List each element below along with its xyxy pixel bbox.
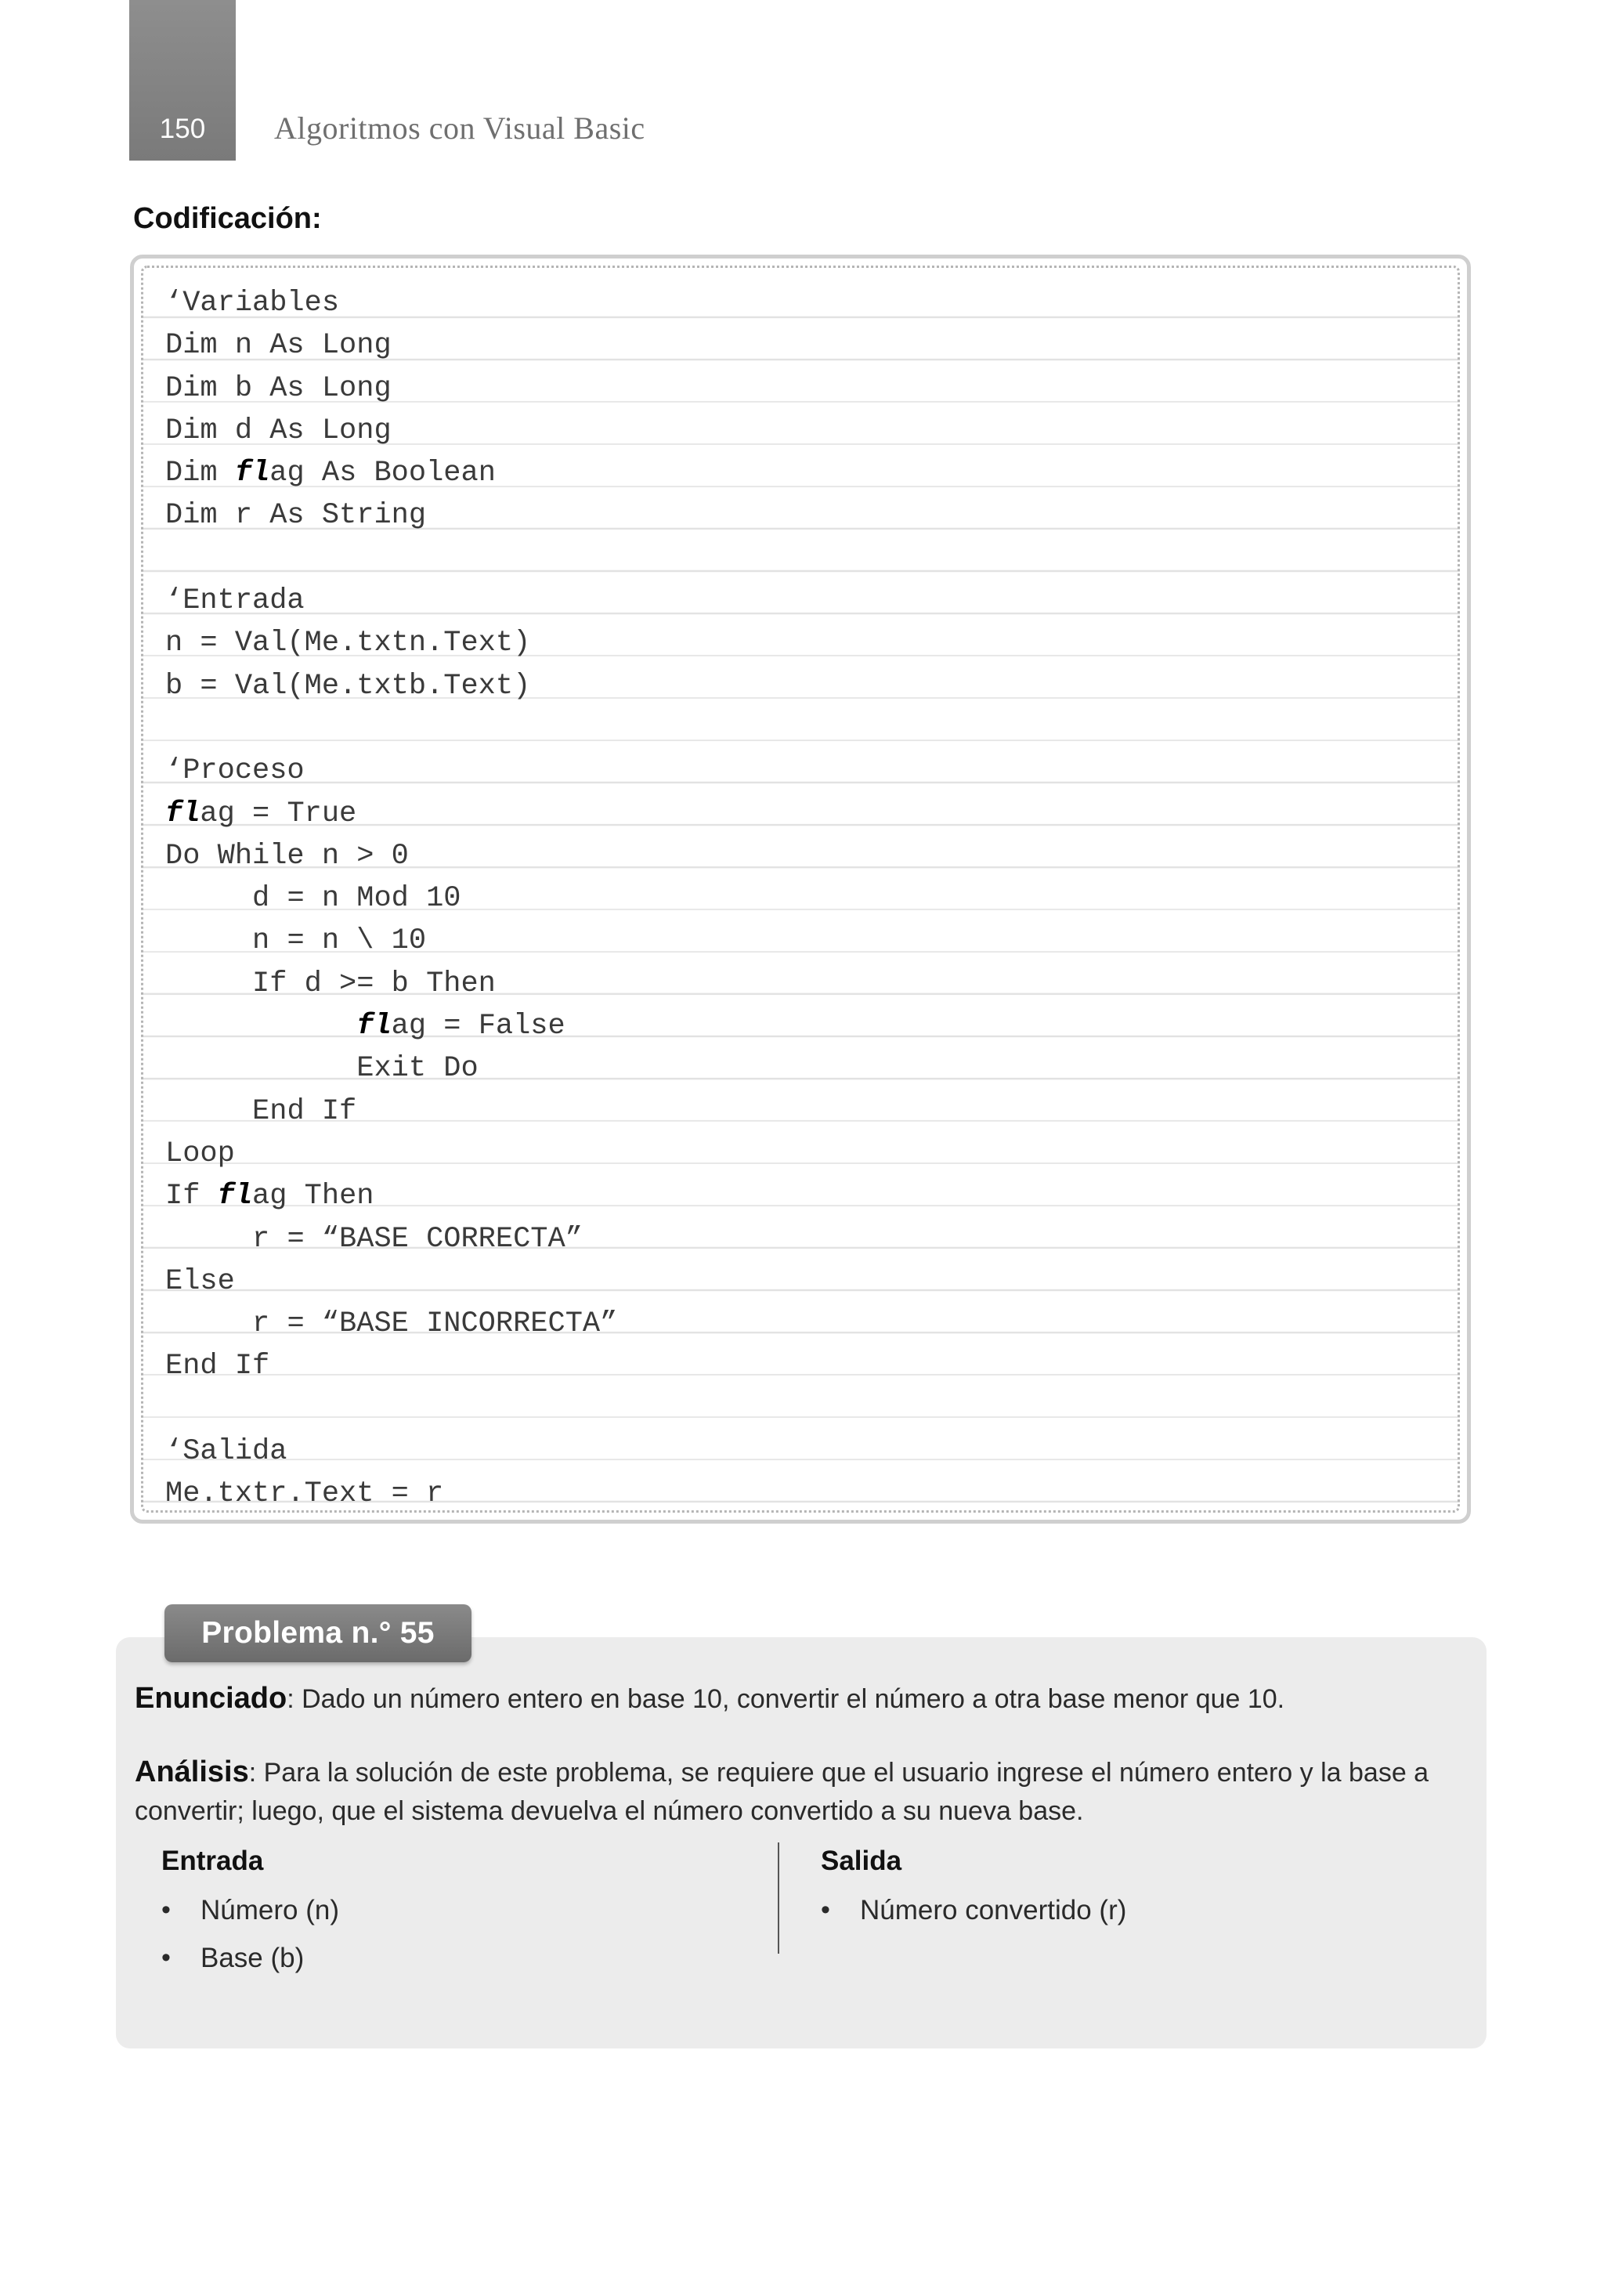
- code-em: fl: [217, 1180, 253, 1213]
- code-line: [165, 622, 617, 664]
- column-divider: [778, 1842, 779, 1954]
- code-post: ag Then: [252, 1180, 374, 1213]
- code-line: [165, 793, 617, 835]
- code-post: n = Val(Me.txtn.Text): [165, 627, 531, 660]
- entrada-heading: Entrada: [161, 1846, 264, 1876]
- code-post: ‘Entrada: [165, 584, 305, 618]
- code-line: [165, 537, 617, 580]
- code-line: [165, 1133, 617, 1175]
- salida-list: [821, 1886, 1126, 1934]
- code-indent: [165, 1010, 356, 1043]
- code-line: [165, 324, 617, 367]
- code-post: If d >= b Then: [252, 967, 496, 1000]
- code-post: Loop: [165, 1137, 235, 1170]
- code-line: [165, 1047, 617, 1090]
- code-line: [165, 920, 617, 962]
- code-line: [165, 494, 617, 537]
- code-line: [165, 1090, 617, 1133]
- code-post: d = n Mod 10: [252, 882, 461, 916]
- code-line: [165, 580, 617, 622]
- code-post: ‘Variables: [165, 287, 340, 320]
- code-line: [165, 1175, 617, 1217]
- code-line: [165, 1218, 617, 1260]
- code-post: End If: [252, 1094, 357, 1128]
- list-item: [161, 1934, 339, 1982]
- problem-tab: Problema n.° 55: [164, 1604, 471, 1662]
- bullet-icon: •: [161, 1943, 171, 1972]
- code-line: [165, 367, 617, 410]
- entrada-item: Base (b): [200, 1943, 305, 1973]
- code-indent: [165, 1307, 252, 1340]
- code-post: b = Val(Me.txtb.Text): [165, 669, 531, 703]
- code-post: End If: [165, 1350, 270, 1383]
- code-line: [165, 1473, 617, 1515]
- code-indent: [165, 882, 252, 915]
- code-pre: If: [165, 1180, 218, 1213]
- code-em: fl: [165, 797, 200, 830]
- code-line: [165, 835, 617, 877]
- running-title: Algoritmos con Visual Basic: [274, 110, 645, 146]
- code-post: Dim d As Long: [165, 414, 392, 447]
- code-line: [165, 665, 617, 707]
- code-post: ‘Salida: [165, 1435, 287, 1469]
- salida-heading: Salida: [821, 1846, 902, 1876]
- bullet-icon: •: [161, 1895, 171, 1925]
- page-number: 150: [159, 114, 206, 144]
- analisis-paragraph: [135, 1753, 1474, 1831]
- analisis-label: Análisis: [135, 1755, 249, 1788]
- code-post: Me.txtr.Text = r: [165, 1477, 444, 1511]
- code-line: [165, 1005, 617, 1047]
- code-pre: Dim: [165, 457, 235, 490]
- code-line: [165, 1303, 617, 1345]
- list-item: [821, 1886, 1126, 1934]
- code-block: [130, 255, 1471, 1524]
- code-post: Dim r As String: [165, 499, 427, 533]
- code-lines: [165, 282, 617, 1516]
- enunciado-paragraph: [135, 1680, 1474, 1719]
- code-indent: [165, 967, 252, 1000]
- salida-item: Número convertido (r): [860, 1895, 1127, 1925]
- code-line: [165, 963, 617, 1005]
- section-title: Codificación:: [133, 202, 322, 235]
- code-indent: [165, 924, 252, 957]
- code-line: [165, 1345, 617, 1387]
- code-post: r = “BASE CORRECTA”: [252, 1222, 583, 1256]
- list-item: [161, 1886, 339, 1934]
- code-em: fl: [356, 1010, 392, 1043]
- bullet-icon: •: [821, 1895, 830, 1925]
- code-line: [165, 1388, 617, 1430]
- enunciado-label: Enunciado: [135, 1682, 287, 1715]
- code-post: Else: [165, 1264, 235, 1298]
- code-post: Exit Do: [356, 1052, 479, 1086]
- entrada-item: Número (n): [200, 1895, 339, 1925]
- code-post: ag = False: [391, 1010, 565, 1043]
- code-indent: [165, 1052, 356, 1085]
- code-line: [165, 282, 617, 324]
- code-line: [165, 452, 617, 494]
- code-post: Dim b As Long: [165, 371, 392, 405]
- code-post: ag As Boolean: [269, 457, 496, 490]
- code-line: [165, 1260, 617, 1303]
- analisis-text: : Para la solución de este problema, se requiere que el usuario ingrese el número entero y la base a convertir; luego, que el sistema devuelva el número convertido a su nueva base.: [135, 1758, 1429, 1826]
- code-indent: [165, 1095, 252, 1128]
- enunciado-text: : Dado un número entero en base 10, convertir el número a otra base menor que 10.: [287, 1684, 1285, 1714]
- code-post: Dim n As Long: [165, 329, 392, 363]
- code-em: fl: [234, 457, 270, 490]
- code-post: Do While n > 0: [165, 839, 409, 873]
- code-post: n = n \ 10: [252, 924, 427, 958]
- code-line: [165, 707, 617, 750]
- code-line: [165, 1430, 617, 1473]
- code-block-inner: [141, 266, 1460, 1513]
- code-post: ‘Proceso: [165, 754, 305, 788]
- code-post: ag = True: [200, 797, 357, 830]
- code-line: [165, 750, 617, 792]
- code-indent: [165, 1223, 252, 1256]
- entrada-list: [161, 1886, 339, 1982]
- code-line: [165, 410, 617, 452]
- code-post: r = “BASE INCORRECTA”: [252, 1307, 618, 1341]
- code-line: [165, 877, 617, 920]
